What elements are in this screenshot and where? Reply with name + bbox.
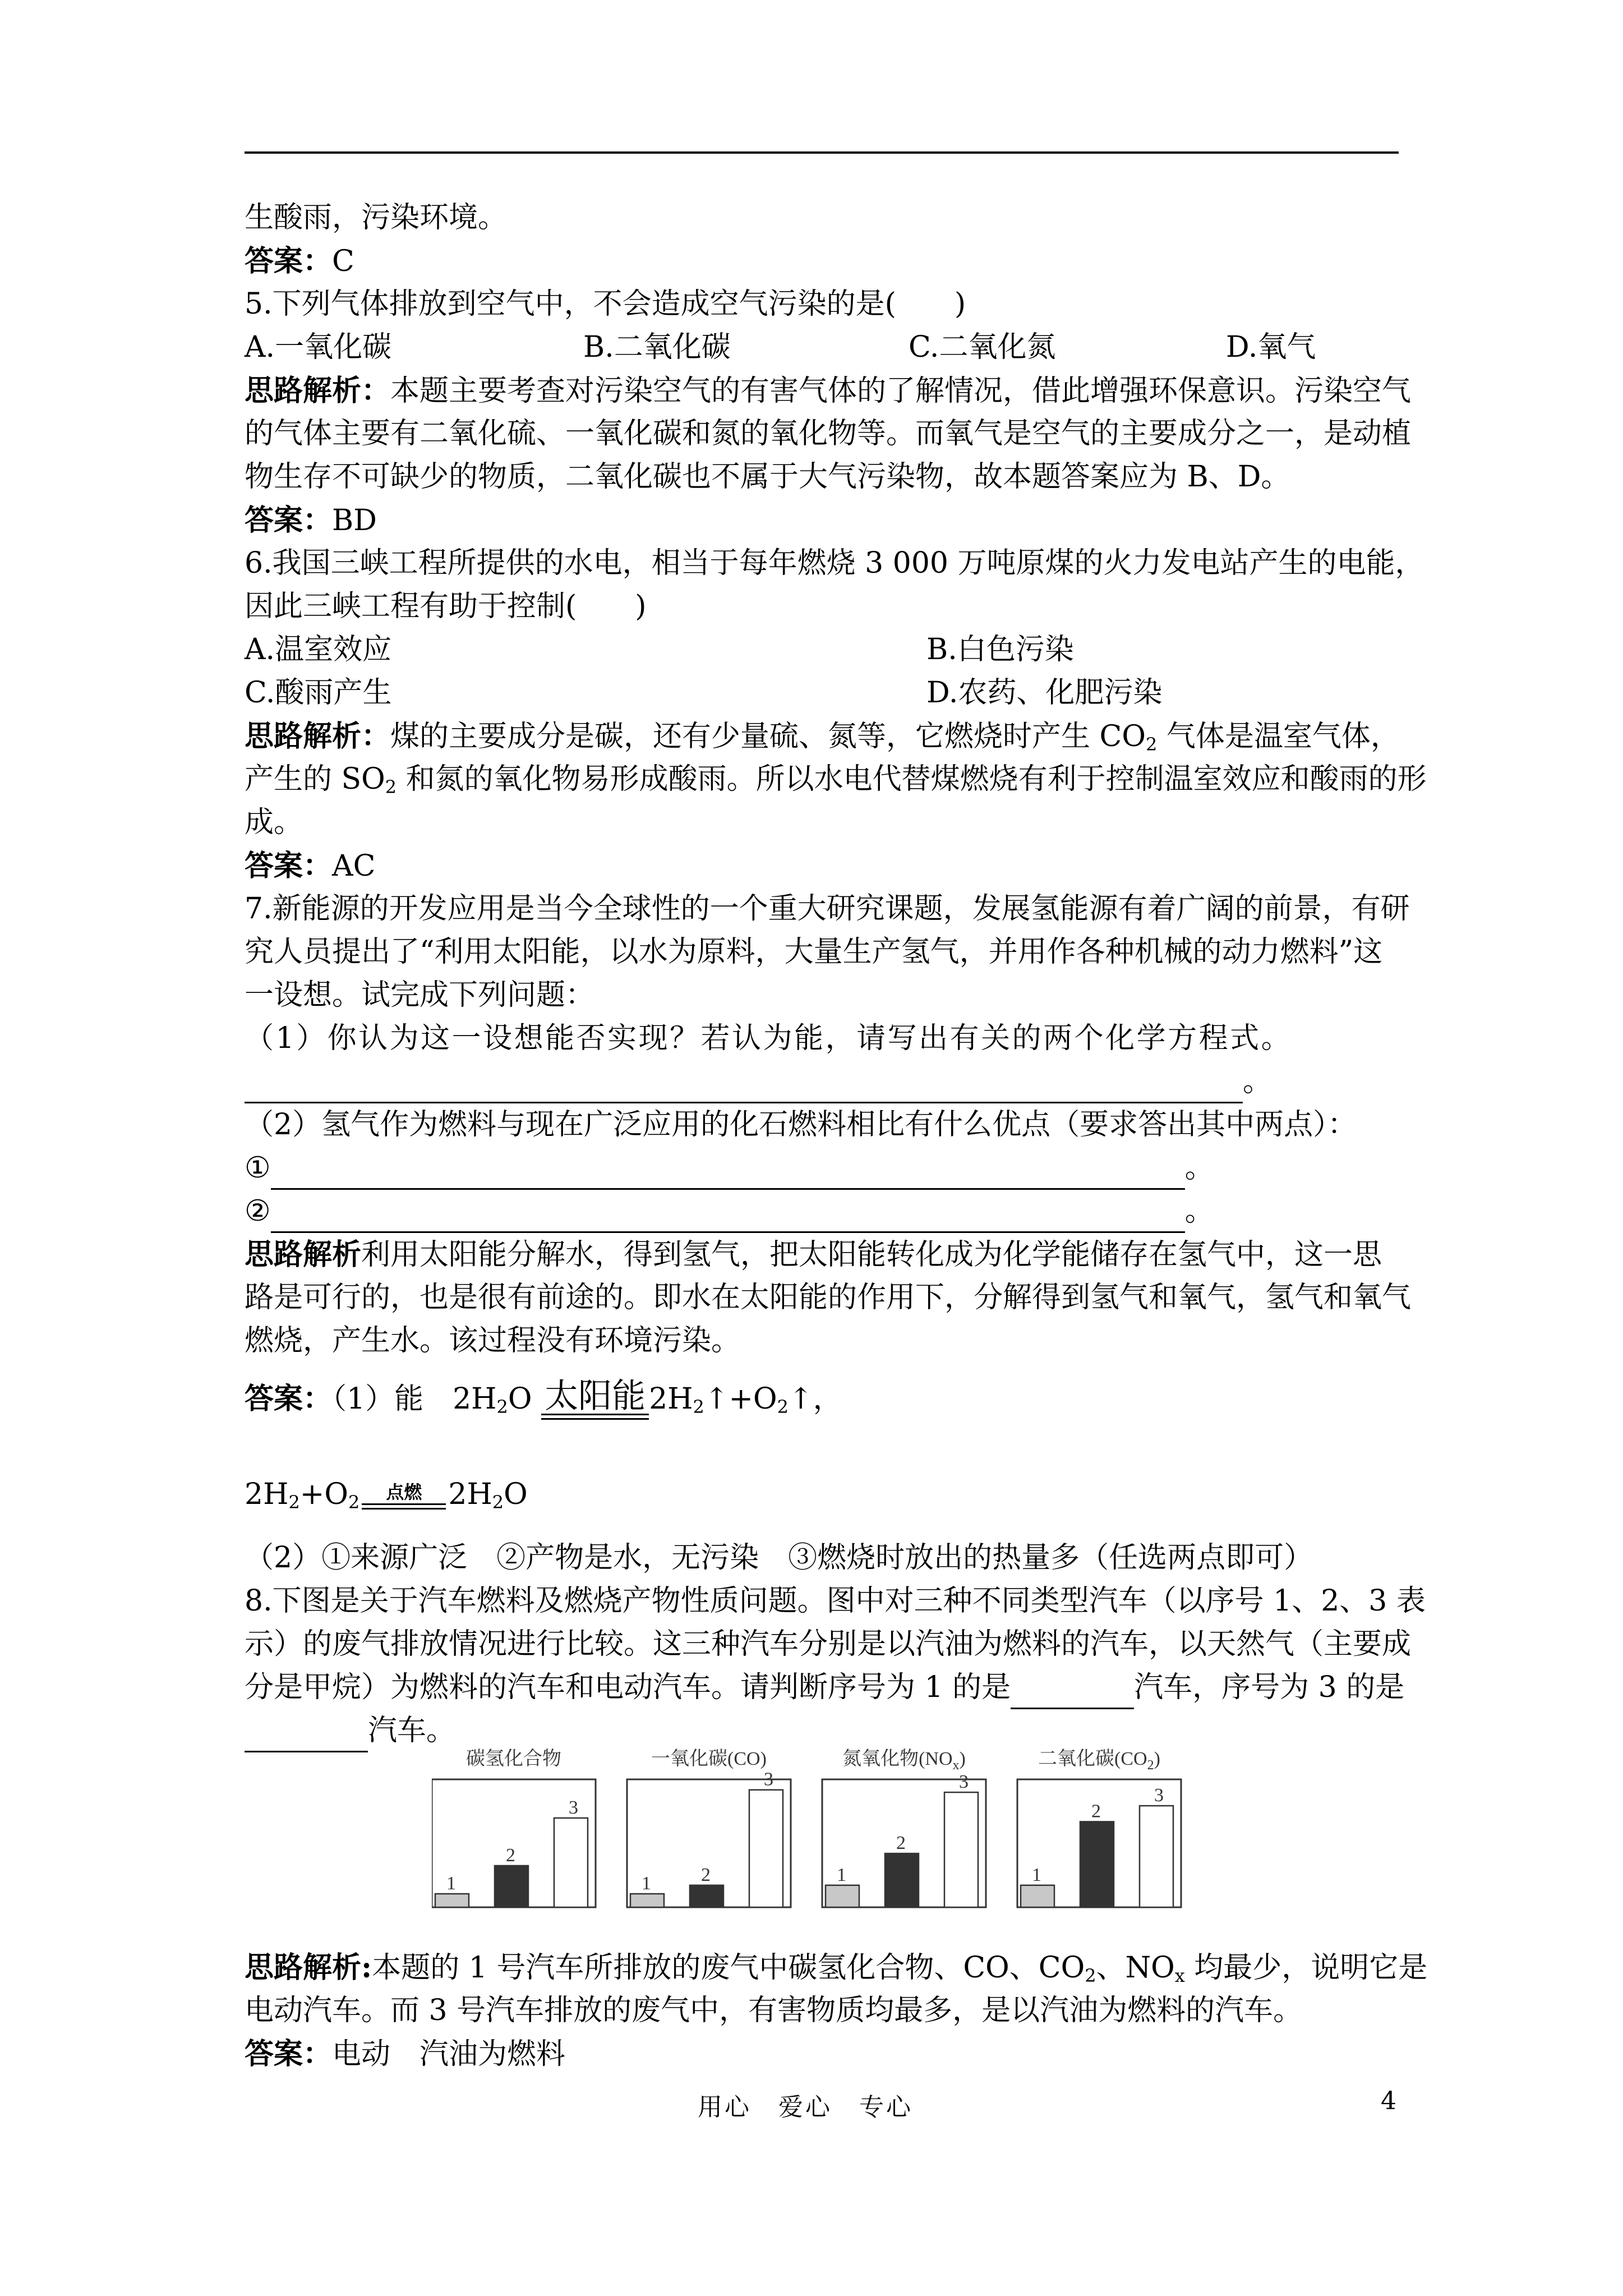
period: 。 xyxy=(1184,1151,1214,1185)
analysis-text: 成。 xyxy=(245,806,303,839)
bar-label: 3 xyxy=(569,1797,578,1818)
item-marker: ① xyxy=(245,1151,271,1185)
bar-label: 3 xyxy=(764,1769,773,1790)
question-text: （2）氢气作为燃料与现在广泛应用的化石燃料相比有什么优点（要求答出其中两点）： xyxy=(245,1108,1357,1142)
bar-label: 2 xyxy=(896,1833,906,1854)
bar-label: 1 xyxy=(1032,1864,1041,1885)
subscript: x xyxy=(1174,1965,1185,1986)
subscript: 2 xyxy=(496,1396,508,1418)
answer-blank[interactable] xyxy=(245,1719,368,1752)
question-text: 5.下列气体排放到空气中，不会造成空气污染的是( ) xyxy=(245,287,966,321)
answer-text: ↑+O xyxy=(704,1382,777,1416)
double-line xyxy=(362,1503,446,1510)
subscript: 2 xyxy=(693,1396,704,1418)
analysis-label: 思路解析 xyxy=(245,1950,362,1985)
answer-text: （1）能 2H xyxy=(332,1382,497,1416)
question-8 xyxy=(245,1580,1426,1623)
question-text: 6.我国三峡工程所提供的水电，相当于每年燃烧 3 000 万吨原煤的火力发电站产生的电能， xyxy=(245,546,1424,580)
subscript: 2 xyxy=(1145,734,1158,755)
bar-label: 1 xyxy=(446,1873,456,1894)
period: 。 xyxy=(1243,1065,1272,1098)
answer-text: +O xyxy=(299,1478,348,1511)
subscript: 2 xyxy=(288,1492,300,1513)
analysis-text: 燃烧，产生水。该过程没有环境污染。 xyxy=(245,1324,741,1358)
bar-2 xyxy=(495,1866,528,1907)
question-6 xyxy=(245,542,1424,585)
text-line xyxy=(245,1276,1412,1319)
text: 生酸雨，污染环境。 xyxy=(245,201,508,234)
analysis-text: 本题的 1 号汽车所排放的废气中碳氢化合物、CO、CO xyxy=(372,1951,1085,1985)
option-b: B.白色污染 xyxy=(926,633,1074,666)
answer-value: 电动 汽油为燃料 xyxy=(332,2037,566,2071)
answer-label: 答案： xyxy=(245,2037,333,2071)
answer-value: AC xyxy=(332,849,376,883)
bar-3 xyxy=(944,1792,978,1907)
analysis-label: 思路解析： xyxy=(245,719,391,753)
question-5-options xyxy=(245,326,1399,369)
answer-value: BD xyxy=(332,504,377,537)
question-text: 8.下图是关于汽车燃料及燃烧产物性质问题。图中对三种不同类型汽车（以序号 1、2、3 表 xyxy=(245,1584,1426,1618)
bar-label: 2 xyxy=(506,1844,515,1866)
analysis-text: 电动汽车。而 3 号汽车排放的废气中，有害物质均最多，是以汽油为燃料的汽车。 xyxy=(245,1994,1303,2027)
question-6-options-row1 xyxy=(245,628,1399,671)
analysis-text: 均最少，说明它是 xyxy=(1184,1951,1428,1985)
answer-label: 答案： xyxy=(245,244,333,278)
question-7-part-2 xyxy=(245,1103,1399,1147)
reaction-condition: 太阳能 xyxy=(545,1377,646,1416)
subscript: 2 xyxy=(1085,1965,1096,1986)
analysis-7 xyxy=(245,1233,1399,1276)
header-rule xyxy=(245,151,1399,154)
question-7 xyxy=(245,887,1410,931)
option-a: A.一氧化碳 xyxy=(245,330,392,364)
answer-text: 2H xyxy=(448,1478,492,1511)
bar-1 xyxy=(1021,1885,1054,1907)
bar-label: 2 xyxy=(701,1864,711,1885)
analysis-8: 思路解析:本题的 1 号汽车所排放的废气中碳氢化合物、CO、$CO_2$、$NO_x$ 均最少，说明它是 xyxy=(245,1950,1428,1986)
analysis-text: 路是可行的，也是很有前途的。即水在太阳能的作用下，分解得到氢气和氧气，氢气和氧气 xyxy=(245,1281,1412,1314)
text-line xyxy=(245,931,1399,974)
answer-text: 2H xyxy=(245,1478,289,1511)
answer-7-equation-2 xyxy=(245,1458,1399,1525)
answer-text: O xyxy=(504,1478,528,1511)
subscript: 2 xyxy=(777,1396,789,1418)
text-line xyxy=(245,974,1399,1017)
question-text: 7.新能源的开发应用是当今全球性的一个重大研究课题，发展氢能源有着广阔的前景，有研 xyxy=(245,892,1410,926)
subscript: 2 xyxy=(492,1492,504,1513)
analysis-text: 的气体主要有二氧化硫、一氧化碳和氮的氧化物等。而氧气是空气的主要成分之一，是动植 xyxy=(245,417,1412,450)
bar-3 xyxy=(554,1818,588,1907)
option-d: D.农药、化肥污染 xyxy=(926,676,1163,710)
question-text: 示）的废气排放情况进行比较。这三种汽车分别是以汽油为燃料的汽车，以天然气（主要成 xyxy=(245,1627,1412,1661)
answer-5 xyxy=(245,499,1399,542)
item-marker: ② xyxy=(245,1194,271,1228)
question-text: 因此三峡工程有助于控制( ) xyxy=(245,590,647,623)
answer-blank-line xyxy=(245,1060,1399,1103)
answer-text: （2）①来源广泛 ②产物是水，无污染 ③燃烧时放出的热量多（任选两点即可） xyxy=(245,1541,1313,1575)
option-c: C.二氧化氮 xyxy=(909,330,1056,364)
analysis-text: 本题主要考查对污染空气的有害气体的了解情况，借此增强环保意识。污染空气 xyxy=(390,374,1412,408)
answer-blank[interactable] xyxy=(1011,1676,1134,1709)
text-line xyxy=(245,1623,1412,1666)
reaction-condition: 点燃 xyxy=(386,1481,422,1503)
bar-label: 1 xyxy=(642,1873,651,1894)
answer-value: C xyxy=(332,245,354,278)
analysis-text: 利用太阳能分解水，得到氢气，把太阳能转化成为化学能储存在氢气中，这一思 xyxy=(361,1238,1382,1272)
answer-8 xyxy=(245,2032,1399,2076)
chart-title: 二氧化碳$(CO_2)$ xyxy=(1038,1749,1160,1773)
answer-6 xyxy=(245,844,1399,887)
question-5 xyxy=(245,283,1399,326)
question-text: 汽车。 xyxy=(368,1714,456,1747)
answer-blank[interactable] xyxy=(271,1200,1185,1233)
question-6-options-row2 xyxy=(245,671,1399,715)
answer-text: ↑， xyxy=(789,1382,842,1416)
text-line xyxy=(245,758,1427,801)
analysis-text: 和氮的氧化物易形成酸雨。所以水电代替煤燃烧有利于控制温室效应和酸雨的形 xyxy=(396,762,1427,796)
answer-label: 答案： xyxy=(245,849,333,883)
question-text: 分是甲烷）为燃料的汽车和电动汽车。请判断序号为 1 的是 xyxy=(245,1671,1011,1704)
text-line xyxy=(245,412,1412,455)
answer-7-equation-1 xyxy=(245,1368,1399,1430)
question-7-part-1 xyxy=(245,1017,1399,1060)
question-text: 一设想。试完成下列问题： xyxy=(245,978,595,1012)
text-line xyxy=(245,1989,1399,2032)
bar-2 xyxy=(1080,1821,1114,1907)
text-line xyxy=(245,1319,1399,1363)
bar-1 xyxy=(630,1894,664,1907)
page-number: 4 xyxy=(1381,2087,1396,2115)
answer-text: O xyxy=(508,1382,532,1416)
bar-label: 1 xyxy=(837,1864,846,1885)
option-a: A.温室效应 xyxy=(245,633,392,666)
answer-4 xyxy=(245,240,1399,283)
bar-label: 3 xyxy=(1154,1785,1164,1806)
bar-1 xyxy=(435,1894,469,1907)
option-b: B.二氧化碳 xyxy=(583,330,731,364)
chart-title: 一氧化碳(CO) xyxy=(651,1749,767,1769)
bar-2 xyxy=(690,1885,723,1907)
page-footer xyxy=(0,2087,1623,2132)
text-line xyxy=(245,196,1399,240)
text-line xyxy=(245,1666,1405,1709)
text-line xyxy=(245,455,1399,499)
subscript: 2 xyxy=(348,1492,360,1513)
answer-blank-line-2 xyxy=(245,1190,1399,1233)
analysis-6 xyxy=(245,715,1399,758)
answer-blank[interactable] xyxy=(271,1157,1185,1190)
question-text: 究人员提出了“利用太阳能，以水为原料，大量生产氢气，并用作各种机械的动力燃料”这 xyxy=(245,935,1383,969)
option-d: D.氧气 xyxy=(1226,330,1316,364)
analysis-label: 思路解析： xyxy=(245,374,391,408)
text-line xyxy=(245,801,1399,844)
chart-title: 碳氢化合物 xyxy=(466,1749,561,1769)
bar-label: 3 xyxy=(959,1772,969,1793)
bar-1 xyxy=(826,1885,859,1907)
question-text: （1）你认为这一设想能否实现？若认为能，请写出有关的两个化学方程式。 xyxy=(245,1022,1293,1055)
reaction-arrow xyxy=(541,1379,649,1430)
analysis-text: 气体是温室气体， xyxy=(1157,720,1400,753)
period: 。 xyxy=(1184,1194,1214,1228)
bar-label: 2 xyxy=(1091,1801,1101,1822)
analysis-label: 思路解析 xyxy=(245,1237,362,1272)
chart-title: 氮氧化物$(NO_x)$ xyxy=(842,1749,966,1773)
text-line xyxy=(245,585,1399,628)
answer-7-part-2 xyxy=(245,1536,1399,1580)
bar-3 xyxy=(749,1790,783,1907)
subscript: 2 xyxy=(385,776,397,798)
analysis-text: 、NO xyxy=(1096,1951,1175,1985)
option-c: C.酸雨产生 xyxy=(245,676,392,710)
answer-text: 2H xyxy=(649,1382,693,1416)
reaction-arrow xyxy=(362,1481,446,1531)
footer-motto: 用心 爱心 专心 xyxy=(698,2093,913,2122)
analysis-text: 物生存不可缺少的物质，二氧化碳也不属于大气污染物，故本题答案应为 B、D。 xyxy=(245,460,1290,494)
answer-blank[interactable] xyxy=(245,1070,1243,1103)
answer-blank-line-1 xyxy=(245,1147,1399,1190)
answer-label: 答案： xyxy=(245,1382,333,1416)
bar-3 xyxy=(1140,1806,1173,1907)
analysis-5 xyxy=(245,369,1412,412)
analysis-text: 煤的主要成分是碳，还有少量硫、氮等，它燃烧时产生 CO xyxy=(390,720,1146,753)
answer-label: 答案： xyxy=(245,503,333,537)
analysis-text: 产生的 SO xyxy=(245,762,385,796)
bar-2 xyxy=(885,1853,919,1907)
emission-bar-charts xyxy=(432,1745,1206,1913)
question-text: 汽车，序号为 3 的是 xyxy=(1134,1671,1405,1704)
